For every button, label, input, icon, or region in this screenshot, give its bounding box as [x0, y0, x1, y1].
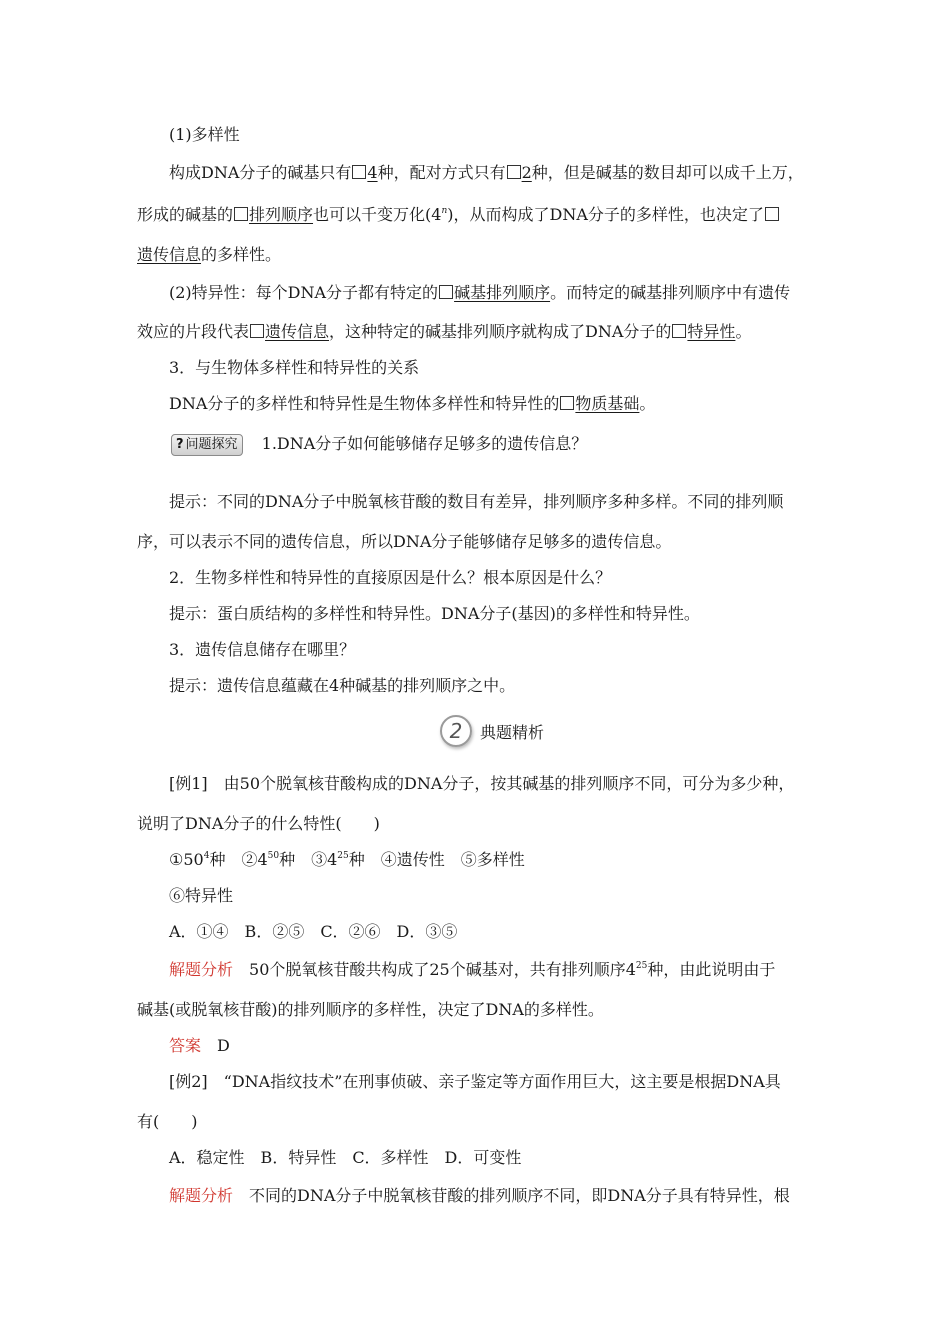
analysis-label: 解题分析 [169, 1186, 234, 1205]
paragraph-line: 效应的片段代表 遗传信息，这种特定的碱基排列顺序就构成了DNA分子的 特异性。 [137, 322, 752, 341]
blank-box-icon [352, 165, 366, 179]
example-line: [例2] “DNA指纹技术”在刑事侦破、亲子鉴定等方面作用巨大，这主要是根据DNA具 [169, 1072, 781, 1091]
analysis-line: 解题分析 50个脱氧核苷酸共构成了25个碱基对，共有排列顺序$4^{25}$种，由此说明由于 [169, 960, 776, 979]
question-text: 2．生物多样性和特异性的直接原因是什么？根本原因是什么？ [169, 568, 612, 587]
question-line [171, 432, 861, 456]
analysis-line: 解题分析 不同的DNA分子中脱氧核苷酸的排列顺序不同，即DNA分子具有特异性，根 [169, 1186, 790, 1205]
section-header [440, 714, 544, 748]
fill-answer: 特异性 [687, 322, 736, 341]
options-line: $①50^4$种 $②4^{50}$种 $③4^{25}$种 ④遗传性 ⑤多样性 [169, 850, 525, 869]
answer-label: 答案 [169, 1036, 202, 1055]
question-explore-badge: ? 问题探究 [171, 434, 243, 456]
paragraph-line: 构成DNA分子的碱基只有 4种，配对方式只有 2种，但是碱基的数目却可以成千上万， [169, 163, 804, 182]
paragraph-line: DNA分子的多样性和特异性是生物体多样性和特异性的 物质基础。 [169, 394, 656, 413]
fill-answer: 物质基础 [575, 394, 640, 413]
hint-line: 提示：不同的DNA分子中脱氧核苷酸的数目有差异，排列顺序多种多样。不同的排列顺 [169, 492, 784, 511]
example-line: 有( ) [137, 1112, 198, 1131]
fill-answer: 碱基排列顺序 [454, 283, 551, 302]
blank-box-icon [672, 324, 686, 338]
analysis-label: 解题分析 [169, 960, 234, 979]
answer-line: 答案 D [169, 1036, 230, 1055]
fill-answer: 遗传信息 [265, 322, 330, 341]
paragraph-line: (2)特异性：每个DNA分子都有特定的 碱基排列顺序。而特定的碱基排列顺序中有遗传 [169, 283, 791, 302]
choices-line: A．①④ B．②⑤ C．②⑥ D．③⑤ [169, 922, 458, 941]
hint-line: 提示：蛋白质结构的多样性和特异性。DNA分子(基因)的多样性和特异性。 [169, 604, 700, 623]
blank-box-icon [560, 396, 574, 410]
example-line: 说明了DNA分子的什么特性( ) [137, 814, 380, 833]
hint-line: 提示：遗传信息蕴藏在4种碱基的排列顺序之中。 [169, 676, 516, 695]
blank-box-icon [507, 165, 521, 179]
section-title: 典题精析 [480, 722, 545, 742]
fill-answer: 遗传信息 [137, 245, 202, 264]
fill-answer: 2 [521, 163, 532, 182]
section-number-circle-icon: 2 [440, 715, 472, 747]
heading-diversity: (1)多样性 [169, 125, 240, 144]
blank-box-icon [250, 324, 264, 338]
fill-answer: 排列顺序 [249, 205, 314, 224]
question-text: 1.DNA分子如何能够储存足够多的遗传信息？ [261, 434, 588, 453]
example-line: [例1] 由50个脱氧核苷酸构成的DNA分子，按其碱基的排列顺序不同，可分为多少种， [169, 774, 795, 793]
fill-answer: 4 [367, 163, 378, 182]
blank-box-icon [234, 207, 248, 221]
section-heading: 3．与生物体多样性和特异性的关系 [169, 358, 420, 377]
blank-box-icon [439, 285, 453, 299]
analysis-line: 碱基(或脱氧核苷酸)的排列顺序的多样性，决定了DNA的多样性。 [137, 1000, 604, 1019]
question-mark-icon: ? [176, 437, 184, 452]
options-line: ⑥特异性 [169, 886, 234, 905]
paragraph-line: 形成的碱基的 排列顺序也可以千变万化(4$^n$)，从而构成了DNA分子的多样性，也决定了 [137, 203, 827, 227]
hint-line: 序，可以表示不同的遗传信息，所以DNA分子能够储存足够多的遗传信息。 [137, 532, 672, 551]
question-text: 3．遗传信息储存在哪里？ [169, 640, 356, 659]
blank-box-icon [765, 207, 779, 221]
choices-line: A．稳定性 B．特异性 C．多样性 D．可变性 [169, 1148, 522, 1167]
paragraph-line: 遗传信息的多样性。 [137, 245, 282, 264]
